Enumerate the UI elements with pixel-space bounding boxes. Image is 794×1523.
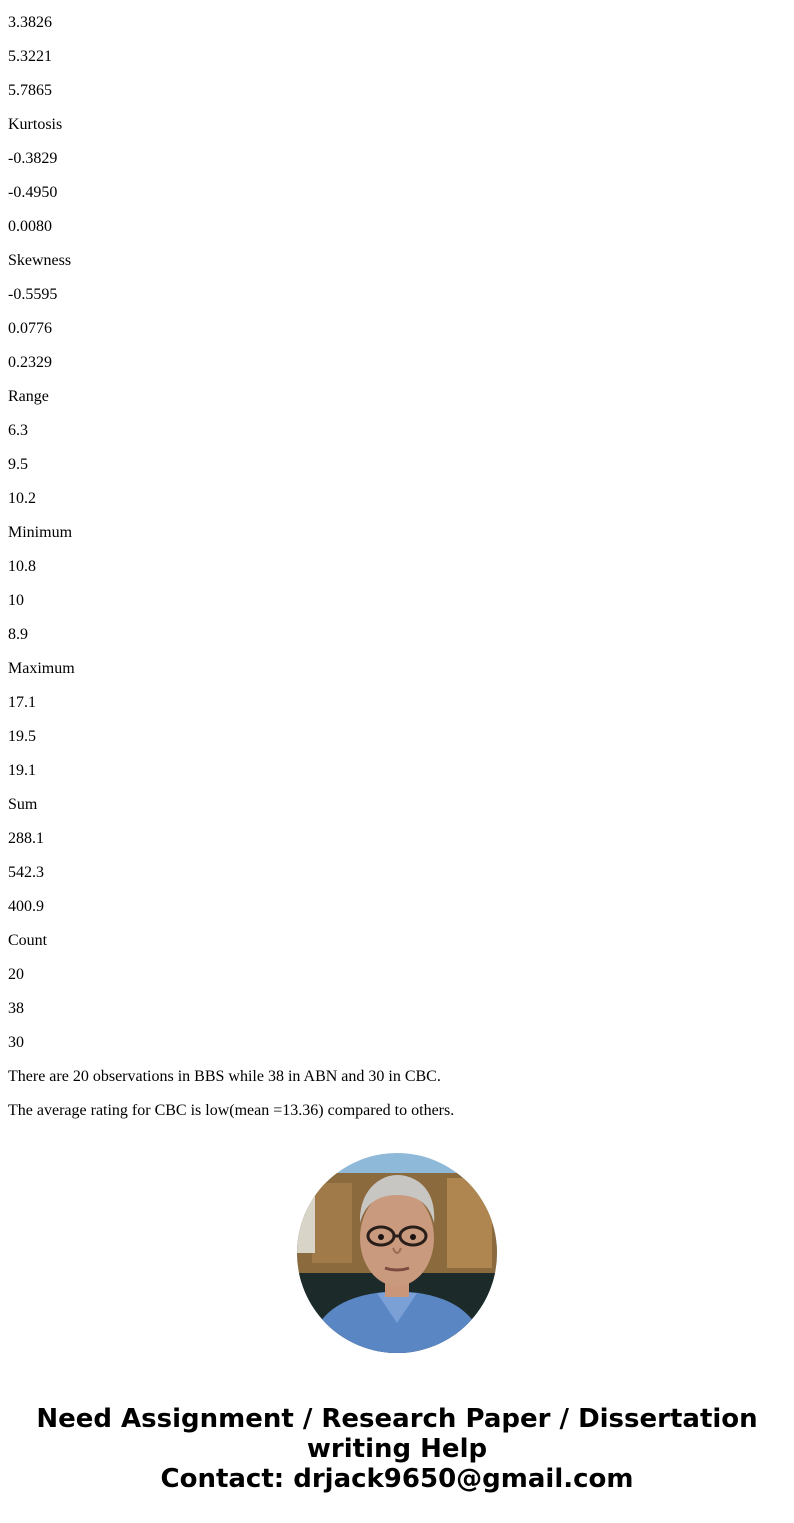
value-line: 19.1 — [8, 762, 36, 779]
value-line: 17.1 — [8, 694, 36, 711]
stat-heading: Count — [8, 932, 48, 949]
value-line: 542.3 — [8, 864, 44, 881]
value-line: 9.5 — [8, 456, 28, 473]
value-line: 3.3826 — [8, 14, 52, 31]
contact-banner — [0, 1404, 794, 1494]
banner-contact-line: Contact: drjack9650@gmail.com — [160, 1464, 634, 1494]
value-line: 10 — [8, 592, 24, 609]
stat-heading: Range — [8, 388, 49, 405]
stat-heading: Minimum — [8, 524, 73, 541]
value-line: 20 — [8, 966, 24, 983]
banner-line-2: writing Help — [306, 1434, 488, 1464]
value-line: 10.8 — [8, 558, 36, 575]
stat-heading: Maximum — [8, 660, 75, 677]
stat-heading: Skewness — [8, 252, 72, 269]
value-line: 19.5 — [8, 728, 36, 745]
value-line: 5.7865 — [8, 82, 52, 99]
value-line: 0.2329 — [8, 354, 52, 371]
value-line: 38 — [8, 1000, 24, 1017]
summary-sentence: The average rating for CBC is low(mean =13.36) compared to others. — [8, 1102, 455, 1119]
author-photo — [297, 1153, 497, 1353]
value-line: 6.3 — [8, 422, 28, 439]
stat-heading: Kurtosis — [8, 116, 63, 133]
value-line: 0.0080 — [8, 218, 52, 235]
value-line: 8.9 — [8, 626, 28, 643]
summary-sentence: There are 20 observations in BBS while 38 in ABN and 30 in CBC. — [8, 1068, 441, 1085]
value-line: 30 — [8, 1034, 24, 1051]
value-line: -0.3829 — [8, 150, 58, 167]
stat-heading: Sum — [8, 796, 38, 813]
value-line: 400.9 — [8, 898, 44, 915]
value-line: -0.5595 — [8, 286, 58, 303]
banner-line-1: Need Assignment / Research Paper / Dissertation — [36, 1404, 758, 1434]
value-line: 288.1 — [8, 830, 44, 847]
value-line: 5.3221 — [8, 48, 52, 65]
value-line: -0.4950 — [8, 184, 58, 201]
value-line: 0.0776 — [8, 320, 52, 337]
value-line: 10.2 — [8, 490, 36, 507]
